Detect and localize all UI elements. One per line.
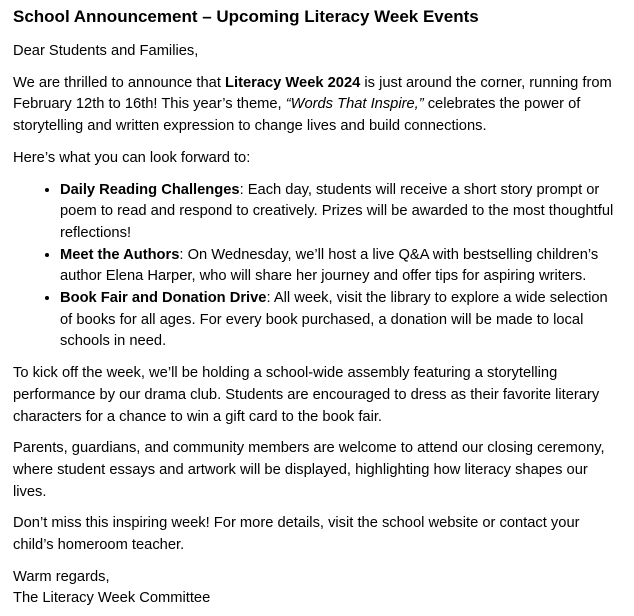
event-item-book-fair	[60, 288, 622, 353]
signature-line: The Literacy Week Committee	[13, 590, 211, 607]
intro-theme-quote: “Words That Inspire,”	[285, 96, 424, 113]
event-label: Daily Reading Challenges	[60, 181, 240, 198]
signature-block	[13, 567, 622, 610]
event-item-meet-authors	[60, 245, 622, 288]
intro-text-post: celebrates the power of storytelling and written expression to change lives and build connections.	[13, 96, 581, 135]
intro-paragraph	[13, 73, 622, 138]
paragraph-reminder: Don’t miss this inspiring week! For more details, visit the school website or contact your child’s homeroom teacher.	[13, 515, 580, 554]
intro-text-mid: is just around the corner, running from February 12th to 16th! This year’s theme,	[13, 74, 612, 113]
closing-line: Warm regards,	[13, 568, 110, 585]
event-text: : All week, visit the library to explore a wide selection of books for all ages. For every book purchased, a donation will be made to local schools in need.	[60, 290, 608, 350]
event-label: Book Fair and Donation Drive	[60, 290, 267, 307]
salutation: Dear Students and Families,	[13, 43, 199, 59]
paragraph-assembly: To kick off the week, we’ll be holding a school-wide assembly featuring a storytelling performance by our drama club. Students are encouraged to dress as their favorite literary characters for a chance to win a gift card to the book fair.	[13, 365, 600, 425]
list-intro: Here’s what you can look forward to:	[13, 149, 251, 166]
events-list	[13, 180, 622, 354]
event-item-daily-reading	[60, 180, 622, 245]
intro-highlight-literacy-week: Literacy Week 2024	[225, 74, 361, 91]
document-title: School Announcement – Upcoming Literacy Week Events	[13, 7, 479, 26]
paragraph-closing-ceremony: Parents, guardians, and community members are welcome to attend our closing ceremony, where student essays and artwork will be displayed, highlighting how literacy shapes our lives.	[13, 440, 605, 500]
event-text: : Each day, students will receive a short story prompt or poem to read and respond to creatively. Prizes will be awarded to the most thoughtful reflections!	[60, 181, 614, 241]
event-label: Meet the Authors	[60, 246, 180, 263]
intro-text-pre: We are thrilled to announce that	[13, 74, 226, 91]
event-text: : On Wednesday, we’ll host a live Q&A with bestselling children’s author Elena Harper, who will share her journey and offer tips for aspiring writers.	[60, 246, 599, 285]
